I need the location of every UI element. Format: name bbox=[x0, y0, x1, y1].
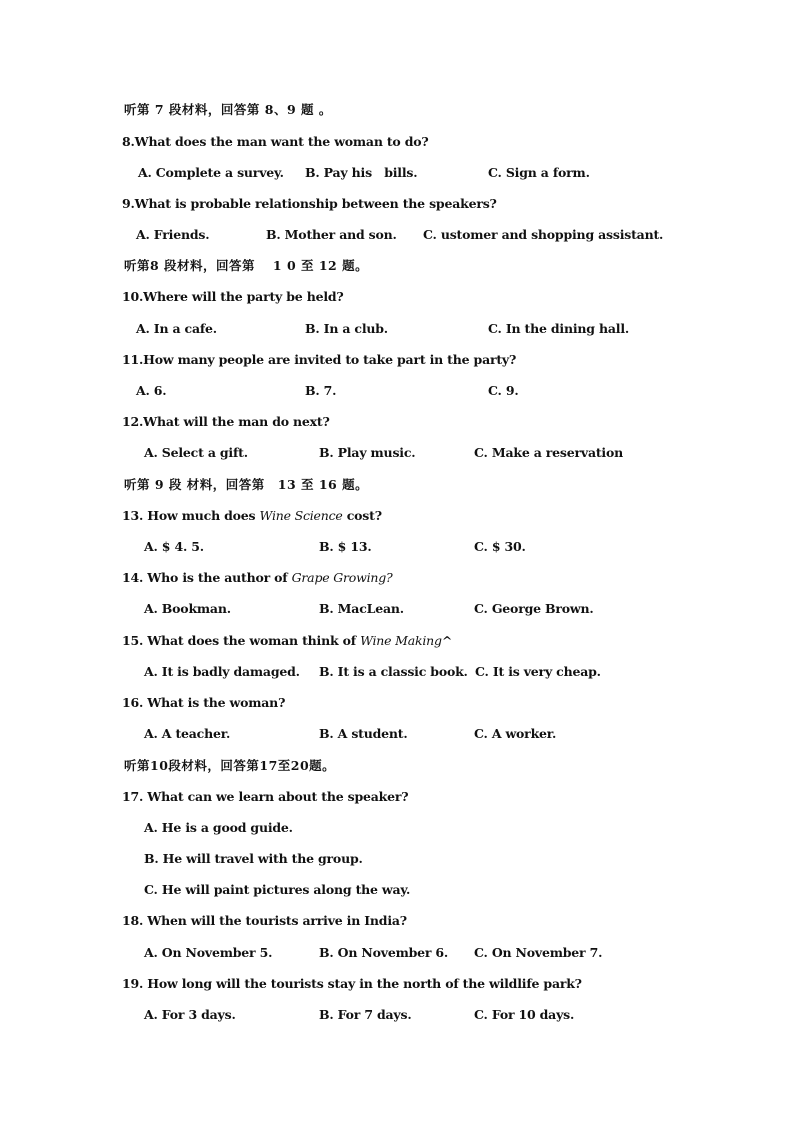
question-11-option-a: A. 6. bbox=[136, 383, 167, 398]
book-title-wine-science: Wine Science bbox=[259, 508, 343, 523]
question-14-stem bbox=[122, 570, 393, 586]
question-17-option-c: C. He will paint pictures along the way. bbox=[144, 882, 411, 897]
question-13-option-b: B. $ 13. bbox=[319, 539, 372, 554]
question-8-option-a: A. Complete a survey. bbox=[138, 165, 284, 180]
question-18-option-b: B. On November 6. bbox=[319, 945, 449, 960]
question-10-option-c: C. In the dining hall. bbox=[488, 321, 630, 336]
question-11-option-c: C. 9. bbox=[488, 383, 519, 398]
question-11-stem: 11.How many people are invited to take part in the party? bbox=[122, 352, 517, 367]
question-13-stem-post: cost? bbox=[342, 508, 382, 523]
question-11-option-b: B. 7. bbox=[305, 383, 337, 398]
question-9-option-b: B. Mother and son. bbox=[266, 227, 397, 242]
question-10-option-b: B. In a club. bbox=[305, 321, 388, 336]
question-8-stem: 8.What does the man want the woman to do? bbox=[122, 134, 429, 149]
question-18-option-a: A. On November 5. bbox=[144, 945, 273, 960]
question-15-option-c: C. It is very cheap. bbox=[475, 664, 601, 679]
question-10-option-a: A. In a cafe. bbox=[136, 321, 217, 336]
question-19-option-c: C. For 10 days. bbox=[474, 1007, 575, 1022]
question-17-option-a: A. He is a good guide. bbox=[144, 820, 293, 835]
question-12-option-a: A. Select a gift. bbox=[144, 445, 248, 460]
section-heading-8: 听第8 段材料，回答第 1 0 至 12 题。 bbox=[124, 258, 369, 273]
question-19-option-a: A. For 3 days. bbox=[144, 1007, 236, 1022]
question-13-option-c: C. $ 30. bbox=[474, 539, 526, 554]
question-15-option-a: A. It is badly damaged. bbox=[144, 664, 300, 679]
question-14-option-b: B. MacLean. bbox=[319, 601, 404, 616]
question-15-option-b: B. It is a classic book. bbox=[319, 664, 468, 679]
question-8-option-c: C. Sign a form. bbox=[488, 165, 590, 180]
question-15-stem bbox=[122, 633, 452, 649]
question-16-option-a: A. A teacher. bbox=[144, 726, 231, 741]
question-19-option-b: B. For 7 days. bbox=[319, 1007, 412, 1022]
question-9-option-a: A. Friends. bbox=[136, 227, 210, 242]
question-15-stem-pre: 15. What does the woman think of bbox=[122, 633, 361, 648]
question-18-stem: 18. When will the tourists arrive in India? bbox=[122, 913, 407, 928]
section-heading-7: 听第 7 段材料，回答第 8、9 题 。 bbox=[124, 102, 332, 117]
question-16-option-b: B. A student. bbox=[319, 726, 408, 741]
section-heading-10: 听第10段材料，回答第17至20题。 bbox=[124, 758, 336, 773]
section-heading-9: 听第 9 段 材料，回答第 13 至 16 题。 bbox=[124, 477, 369, 492]
question-15-stem-post: ^ bbox=[441, 633, 453, 648]
question-19-stem: 19. How long will the tourists stay in the north of the wildlife park? bbox=[122, 976, 582, 991]
question-9-stem: 9.What is probable relationship between the speakers? bbox=[122, 196, 497, 211]
question-13-option-a: A. $ 4. 5. bbox=[144, 539, 204, 554]
question-17-option-b: B. He will travel with the group. bbox=[144, 851, 363, 866]
book-title-grape-growing: Grape Growing? bbox=[291, 570, 393, 585]
question-14-stem-pre: 14. Who is the author of bbox=[122, 570, 292, 585]
book-title-wine-making: Wine Making bbox=[360, 633, 442, 648]
question-8-option-b: B. Pay his bills. bbox=[305, 165, 418, 180]
question-12-option-b: B. Play music. bbox=[319, 445, 416, 460]
question-10-stem: 10.Where will the party be held? bbox=[122, 289, 344, 304]
question-16-stem: 16. What is the woman? bbox=[122, 695, 286, 710]
question-9-option-c: C. ustomer and shopping assistant. bbox=[423, 227, 664, 242]
question-17-stem: 17. What can we learn about the speaker? bbox=[122, 789, 409, 804]
question-12-stem: 12.What will the man do next? bbox=[122, 414, 330, 429]
question-14-option-c: C. George Brown. bbox=[474, 601, 594, 616]
question-18-option-c: C. On November 7. bbox=[474, 945, 603, 960]
question-14-option-a: A. Bookman. bbox=[144, 601, 231, 616]
question-16-option-c: C. A worker. bbox=[474, 726, 557, 741]
question-13-stem-pre: 13. How much does bbox=[122, 508, 260, 523]
question-13-stem bbox=[122, 508, 382, 524]
question-12-option-c: C. Make a reservation bbox=[474, 445, 624, 460]
